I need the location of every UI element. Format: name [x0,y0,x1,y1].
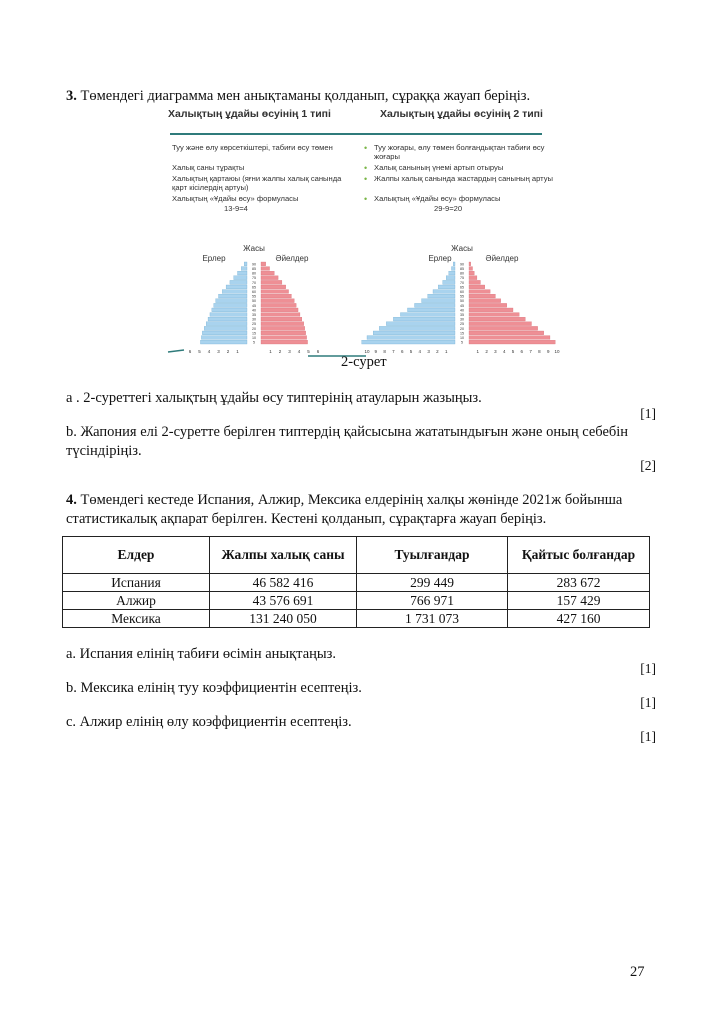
title-divider [170,133,542,135]
axis-tick-right: 9 [546,348,550,354]
type2-item: Туу жоғары, өлу төмен болғандықтан табиғи өсу жоғары [374,143,545,161]
axis-tick-left: 2 [226,348,230,354]
pyramid-bar-men [214,303,247,307]
figure-caption: 2-сурет [341,354,387,370]
axis-tick-left: 1 [444,348,448,354]
pyramid-bar-men [234,276,247,280]
table-cell: Испания [63,574,210,592]
table-row [63,574,650,592]
age-tick: 20 [252,326,256,331]
population-pyramids [160,242,560,362]
age-tick: 85 [252,267,256,271]
pyramid-bar-women [261,280,282,284]
question-4a-mark: [1] [640,661,656,676]
question-3b-line2: түсіндіріңіз. [66,443,142,459]
axis-tick-left: 6 [400,348,404,354]
pyramid-bar-men [446,276,455,280]
age-tick: 75 [252,276,256,281]
axis-tick-left: 4 [418,348,422,354]
pyramid-bar-men [244,262,247,266]
pyramid-bar-men [206,322,247,326]
age-tick: 75 [460,276,464,281]
men-label: Ерлер [202,254,226,263]
pyramid-bar-men [373,331,455,335]
age-tick: 35 [252,313,256,317]
pyramid-bar-men [453,262,455,266]
pyramid-bar-women [261,267,270,271]
pyramid-type1 [189,244,320,354]
age-tick: 25 [252,322,256,327]
bullet-icon: • [364,174,368,184]
axis-tick-right: 6 [316,348,320,354]
pyramid-bar-men [226,285,247,289]
pyramid-bar-men [201,336,247,340]
type2-row [364,163,564,174]
pyramid-bar-men [241,267,247,271]
type2-item: Халық санының үнемі артып отыруы [374,163,504,172]
age-tick: 85 [460,267,464,271]
pyramid-bar-men [362,340,455,344]
axis-tick-right: 3 [288,348,291,354]
age-tick: 40 [460,308,464,313]
pyramid-bar-men [428,294,455,298]
table-row [63,610,650,628]
type2-item: Халықтың «Ұдайы өсу» формуласы [374,194,501,203]
pyramid-bar-women [469,326,538,330]
men-label: Ерлер [428,254,452,263]
table-header: Туылғандар [357,537,508,574]
age-tick: 45 [460,303,464,308]
pyramid-bar-women [261,299,294,303]
table-cell: 766 971 [357,592,508,610]
age-tick: 45 [252,303,256,308]
pyramid-bar-women [469,299,501,303]
axis-tick-left: 6 [188,348,192,354]
axis-tick-right: 8 [538,348,541,354]
type1-item: Халықтың «Ұдайы өсу» формуласы [172,194,299,203]
question-4c-mark: [1] [640,729,656,744]
question-3a: а . 2-суреттегі халықтың ұдайы өсу типтерінің атауларын жазыңыз. [66,390,482,406]
pyramid-bar-women [261,262,266,266]
age-tick: 5 [461,340,463,345]
pyramid-bar-women [469,331,544,335]
age-tick: 55 [252,294,256,299]
age-tick: 55 [460,294,464,299]
table-cell: Мексика [63,610,210,628]
type2-row [364,194,564,204]
age-tick: 70 [252,280,256,285]
pyramid-bar-women [261,294,291,298]
pyramid-bar-men [407,308,455,312]
table-cell: 131 240 050 [210,610,357,628]
type2-row [364,143,564,163]
page-number: 27 [630,964,645,980]
question-4-line2: статистикалық ақпарат берілген. Кестені қолданып, сұрақтарға жауап беріңіз. [66,511,547,527]
population-table [62,536,650,628]
type2-formula: 29-9=20 [434,204,463,213]
age-tick: 60 [460,290,464,294]
women-label: Әйелдер [485,254,519,263]
pyramid-bar-men [208,317,247,321]
axis-tick-right: 4 [502,348,506,354]
pyramid-bar-women [469,340,555,344]
pyramid-bar-women [261,290,289,294]
pyramid-bar-women [261,285,286,289]
pyramid-bar-women [261,308,298,312]
question-4-line1 [66,490,656,510]
table-header-row [63,537,650,574]
axis-tick-right: 10 [554,348,560,354]
pyramid-bar-women [469,276,477,280]
axis-tick-right: 1 [476,348,480,354]
age-tick: 65 [460,285,464,290]
pyramid-bar-men [202,331,247,335]
pyramid-bar-men [210,313,247,317]
age-tick: 30 [252,317,256,322]
axis-tick-left: 3 [427,348,430,354]
table-cell: 283 672 [508,574,650,592]
pyramid-bar-women [261,322,304,326]
age-label: Жасы [451,244,473,253]
pyramid-bar-men [204,326,247,330]
age-label: Жасы [243,244,265,253]
pyramid-bar-men [386,322,455,326]
pyramid-bar-men [400,313,455,317]
table-cell: 1 731 073 [357,610,508,628]
age-tick: 35 [460,313,464,317]
question-4c: c. Алжир елінің өлу коэффициентін есептеңіз. [66,714,352,730]
type1-item: Халық саны тұрақты [172,163,245,172]
pyramid-bar-women [469,271,474,275]
pyramid-bar-women [469,290,490,294]
pyramid-bar-men [422,299,455,303]
type1-formula: 13-9=4 [224,204,248,213]
pyramid-bar-men [415,303,455,307]
axis-tick-left: 5 [198,348,201,354]
age-tick: 30 [460,317,464,322]
age-tick: 15 [252,331,256,336]
axis-tick-right: 2 [485,348,488,354]
axis-tick-right: 4 [297,348,301,354]
age-tick: 5 [253,340,255,345]
bullet-icon: • [364,194,368,204]
question-4-text: Төмендегі кестеде Испания, Алжир, Мексика елдерінің халқы жөнінде 2021ж бойынша [80,492,623,508]
question-4b-mark: [1] [640,695,656,710]
type2-list [364,143,564,213]
pyramid-bar-women [261,276,278,280]
pyramid-bar-men [449,271,455,275]
age-tick: 10 [252,336,256,340]
pyramid-bar-women [261,340,308,344]
pyramid-bar-women [469,336,550,340]
age-tick: 40 [252,308,256,313]
pyramid-bar-women [469,317,525,321]
pyramid-bar-men [367,336,455,340]
pyramid-bar-men [222,290,247,294]
pyramid-bar-women [469,294,495,298]
type1-title: Халықтың ұдайы өсуінің 1 типі [168,108,331,120]
pyramid-bar-men [433,290,455,294]
pyramid-bar-men [212,308,247,312]
pyramid-bar-women [469,280,480,284]
bullet-icon: • [364,143,368,153]
age-tick: 65 [252,285,256,290]
question-3-number: 3. [66,88,77,104]
age-tick: 25 [460,322,464,327]
pyramid-bar-women [261,326,305,330]
axis-tick-right: 3 [494,348,497,354]
pyramid-bar-women [469,308,513,312]
pyramid-bar-women [469,262,471,266]
pyramid-bar-women [261,271,274,275]
axis-tick-left: 1 [236,348,239,354]
question-3b-mark: [2] [640,458,656,473]
axis-tick-left: 10 [364,348,370,354]
age-tick: 90 [252,262,256,267]
age-tick: 60 [252,290,256,294]
age-tick: 70 [460,280,464,285]
pyramid-bar-women [261,331,306,335]
type1-list [172,143,352,213]
axis-tick-left: 3 [217,348,220,354]
axis-tick-right: 5 [307,348,310,354]
pyramid-bar-men [200,340,247,344]
pyramid-bar-men [379,326,455,330]
type2-row [364,174,564,194]
pyramid-bar-men [393,317,455,321]
type2-title: Халықтың ұдайы өсуінің 2 типі [380,108,543,120]
table-cell: 43 576 691 [210,592,357,610]
axis-tick-right: 2 [278,348,282,354]
pyramid-bar-men [216,299,247,303]
table-header: Жалпы халық саны [210,537,357,574]
pyramid-bar-women [469,303,507,307]
axis-tick-right: 6 [520,348,524,354]
table-cell: 427 160 [508,610,650,628]
age-tick: 10 [460,336,464,340]
table-cell: Алжир [63,592,210,610]
table-header: Елдер [63,537,210,574]
axis-tick-left: 8 [383,348,386,354]
pyramid-bar-men [438,285,455,289]
age-tick: 50 [252,299,256,304]
age-tick: 80 [460,271,464,276]
axis-tick-left: 5 [409,348,413,354]
table-header: Қайтыс болғандар [508,537,650,574]
question-3-text: Төмендегі диаграмма мен анықтаманы қолданып, сұраққа жауап беріңіз. [80,88,531,104]
axis-tick-right: 5 [511,348,515,354]
question-4b: b. Мексика елінің туу коэффициентін есептеңіз. [66,680,362,696]
axis-tick-right: 7 [529,348,532,354]
pyramid-bar-men [238,271,248,275]
type1-item: Халықтың қартаюы (яғни жалпы халық санында қарт кісілердің артуы) [172,174,342,192]
pyramid-bar-women [261,313,300,317]
axis-tick-left: 9 [374,348,378,354]
pyramid-bar-women [469,322,531,326]
age-tick: 90 [460,262,464,267]
figure-2 [160,106,560,376]
pyramid-bar-women [469,285,485,289]
table-cell: 46 582 416 [210,574,357,592]
question-3b-line1: b. Жапония елі 2-суретте берілген типтердің қайсысына жататындығын және оның себебін [66,424,629,440]
pyramid-bar-women [261,336,307,340]
question-4-number: 4. [66,492,77,508]
question-4a: a. Испания елінің табиғи өсімін анықтаңыз. [66,646,336,662]
table-cell: 299 449 [357,574,508,592]
axis-tick-left: 4 [207,348,211,354]
axis-tick-left: 2 [436,348,439,354]
pyramid-bar-men [451,267,455,271]
axis-tick-left: 7 [392,348,395,354]
question-3-heading [66,86,530,106]
table-row [63,592,650,610]
axis-tick-right: 1 [269,348,272,354]
age-tick: 15 [460,331,464,336]
pyramid-bar-men [230,280,247,284]
age-tick: 80 [252,271,256,276]
pyramid-bar-women [261,303,296,307]
question-3a-mark: [1] [640,406,656,421]
pyramid-bar-men [443,280,455,284]
women-label: Әйелдер [275,254,309,263]
bullet-icon: • [364,163,368,173]
pyramid-bar-men [219,294,248,298]
type2-item: Жалпы халық санында жастардың санының артуы [374,174,553,183]
age-tick: 20 [460,326,464,331]
pyramid-bar-women [469,313,519,317]
decor-line [168,350,184,352]
age-tick: 50 [460,299,464,304]
type1-item: Туу және өлу көрсеткіштері, табиғи өсу төмен [172,143,333,152]
pyramid-bar-women [261,317,302,321]
table-cell: 157 429 [508,592,650,610]
pyramid-type2 [362,244,560,354]
pyramid-bar-women [469,267,473,271]
